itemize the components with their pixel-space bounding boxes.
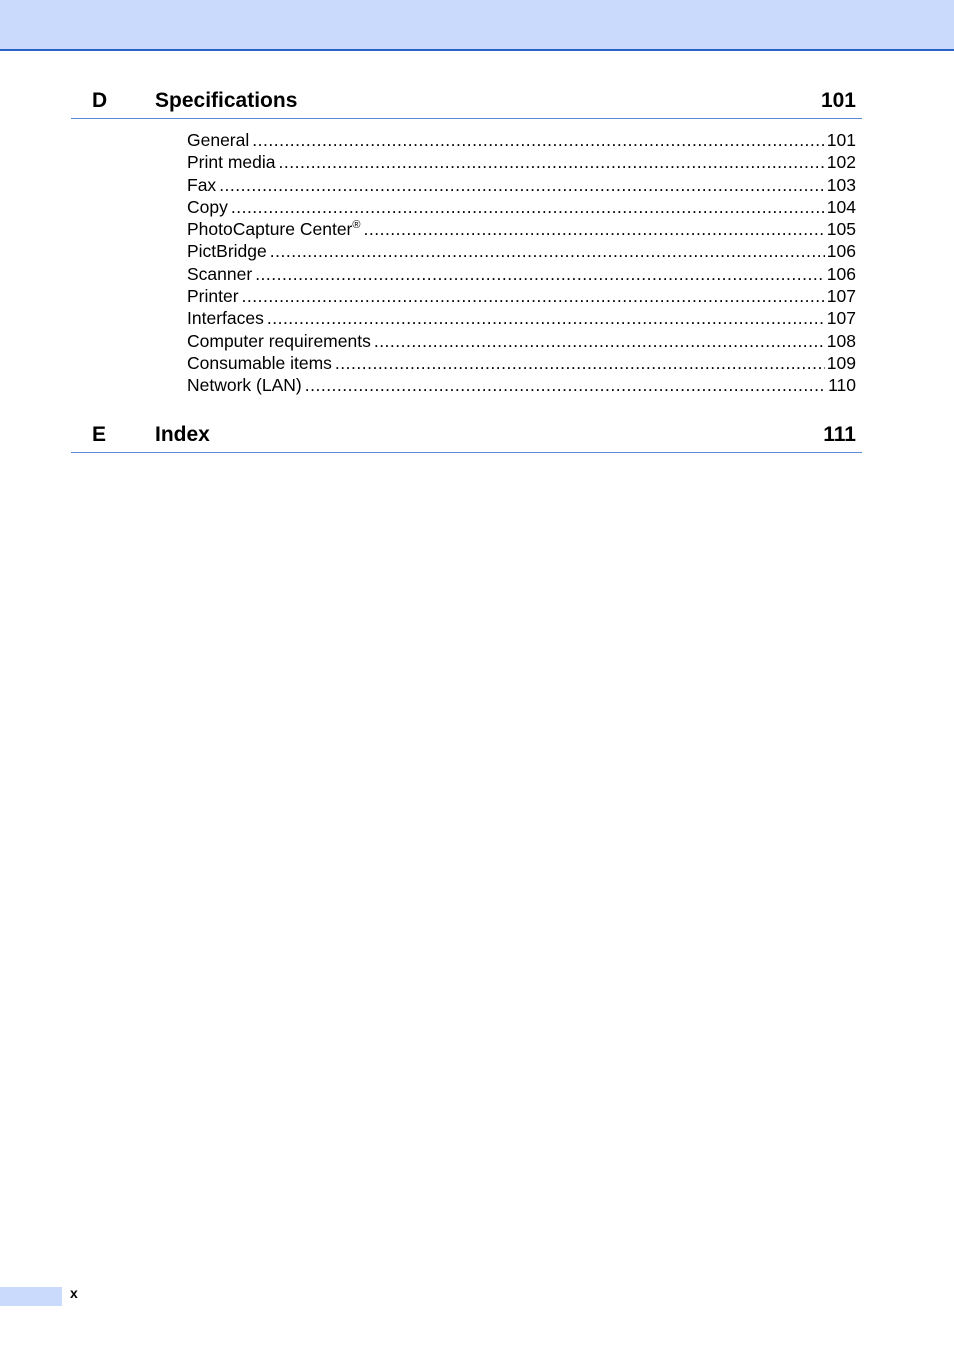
toc-entry-label: Network (LAN) bbox=[187, 375, 302, 396]
dot-leader bbox=[219, 174, 825, 196]
toc-entry-page: 110 bbox=[828, 375, 856, 396]
page-number: x bbox=[70, 1285, 78, 1301]
toc-entry[interactable] bbox=[187, 196, 856, 218]
toc-entry-label: Print media bbox=[187, 152, 276, 173]
dot-leader bbox=[231, 196, 825, 218]
section-heading bbox=[71, 418, 862, 453]
dot-leader bbox=[270, 240, 825, 262]
header-band bbox=[0, 0, 954, 51]
toc-entry[interactable] bbox=[187, 307, 856, 329]
toc-entry[interactable] bbox=[187, 285, 856, 307]
footer-band bbox=[0, 1287, 62, 1306]
dot-leader bbox=[252, 129, 825, 151]
section-page-number: 111 bbox=[823, 423, 856, 446]
toc-entry-label: General bbox=[187, 130, 250, 150]
toc-entry-label: Computer requirements bbox=[187, 330, 371, 351]
dot-leader bbox=[364, 218, 825, 240]
toc-entry-label: PictBridge bbox=[187, 241, 267, 262]
toc-section-d bbox=[71, 84, 862, 396]
section-letter: D bbox=[92, 89, 108, 112]
toc-entry[interactable] bbox=[187, 218, 856, 240]
toc-entry[interactable] bbox=[187, 374, 856, 396]
toc-entry-page: 103 bbox=[826, 174, 856, 195]
section-page-number: 101 bbox=[820, 89, 856, 112]
toc-entry[interactable] bbox=[187, 240, 856, 262]
toc-entry-page: 104 bbox=[826, 196, 856, 217]
toc-entry-label: Copy bbox=[187, 196, 228, 217]
toc-entry-page: 101 bbox=[826, 130, 856, 150]
toc-entry-page: 107 bbox=[826, 286, 856, 307]
dot-leader bbox=[305, 374, 826, 396]
section-title[interactable]: Specifications bbox=[155, 89, 298, 112]
dot-leader bbox=[255, 263, 825, 285]
toc-entry-label: Fax bbox=[187, 174, 217, 195]
dot-leader bbox=[267, 307, 825, 329]
toc-entry-label bbox=[187, 218, 364, 240]
toc-entry-page: 105 bbox=[826, 219, 856, 240]
section-letter: E bbox=[92, 423, 107, 446]
toc-entry-page: 102 bbox=[826, 152, 856, 173]
toc-entry[interactable] bbox=[187, 330, 856, 352]
toc-entry[interactable] bbox=[187, 151, 856, 173]
section-heading bbox=[71, 84, 862, 119]
toc-entry-page: 107 bbox=[826, 308, 856, 329]
toc-entry-page: 108 bbox=[826, 330, 856, 351]
toc-entry[interactable] bbox=[187, 352, 856, 374]
toc-section-e bbox=[71, 418, 862, 453]
section-title[interactable]: Index bbox=[155, 423, 210, 446]
toc-entry-label: Interfaces bbox=[187, 308, 264, 329]
registered-mark: ® bbox=[352, 219, 361, 232]
dot-leader bbox=[242, 285, 825, 307]
dot-leader bbox=[374, 330, 825, 352]
dot-leader bbox=[279, 151, 825, 173]
toc-entry[interactable] bbox=[187, 174, 856, 196]
toc-entry-label: Printer bbox=[187, 286, 239, 307]
dot-leader bbox=[335, 352, 825, 374]
toc-entry-list bbox=[187, 129, 856, 397]
toc-entry[interactable] bbox=[187, 263, 856, 285]
toc-entry-label: Consumable items bbox=[187, 352, 332, 373]
toc-entry-label-text: PhotoCapture Center bbox=[187, 219, 353, 240]
toc-entry-page: 106 bbox=[826, 263, 856, 284]
toc-entry[interactable] bbox=[187, 129, 856, 151]
toc-entry-label: Scanner bbox=[187, 263, 253, 284]
toc-entry-page: 106 bbox=[826, 241, 856, 262]
toc-entry-page: 109 bbox=[826, 352, 856, 373]
